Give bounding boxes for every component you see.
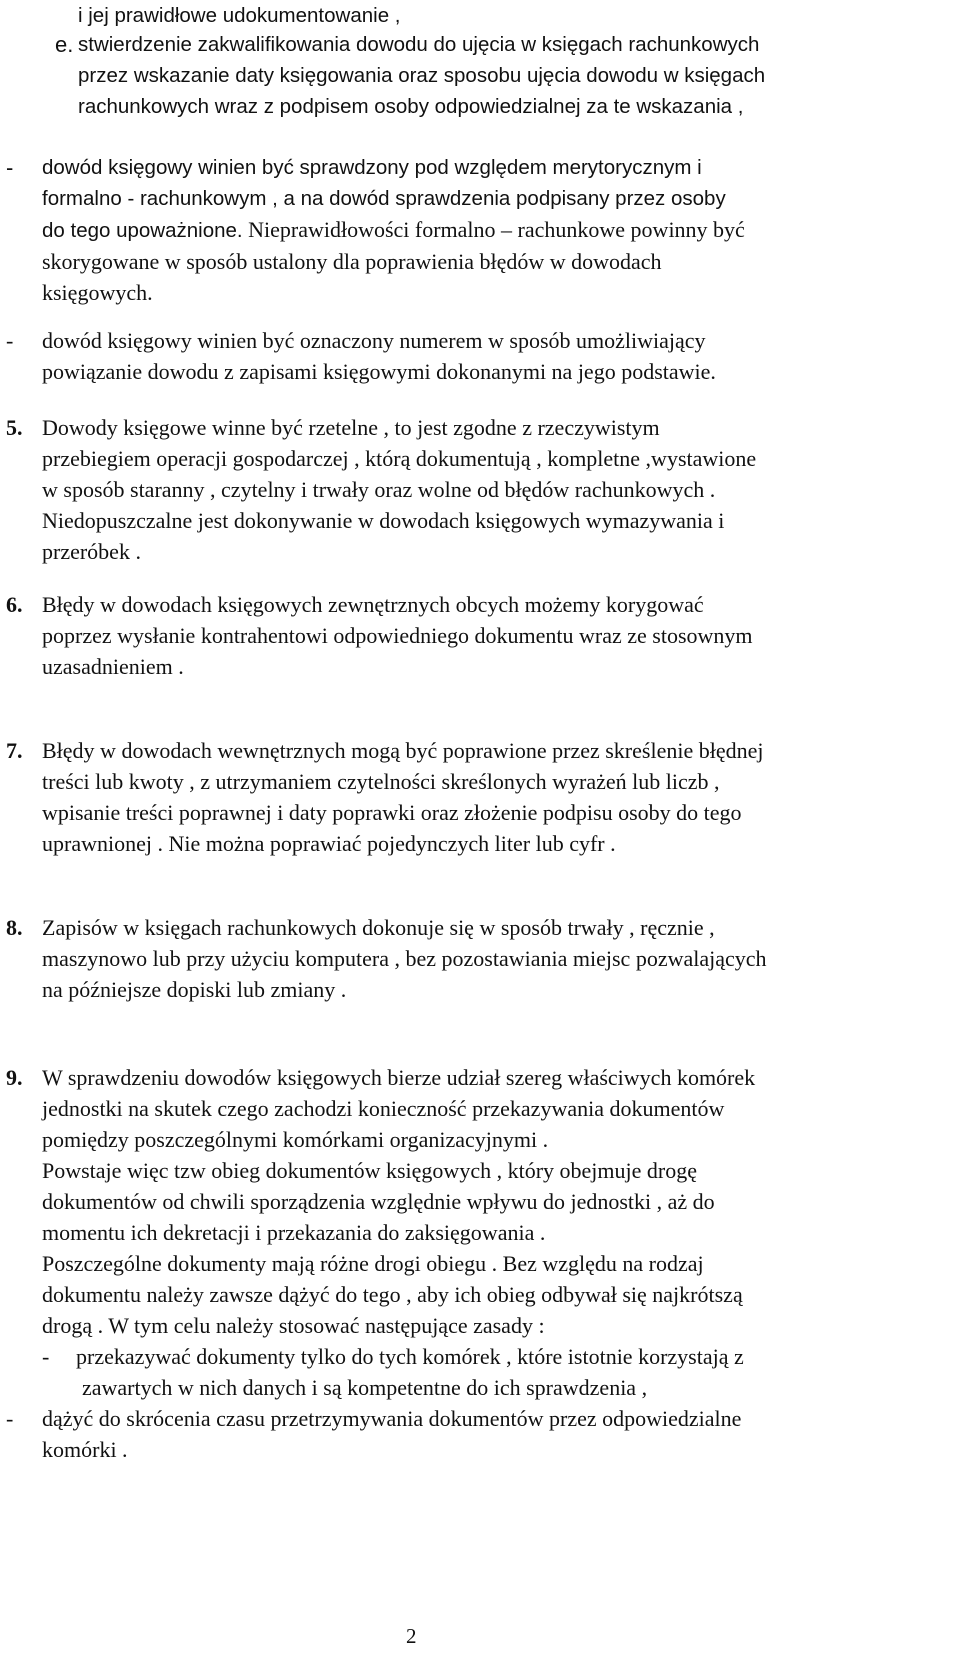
section-number-8: 8. xyxy=(6,915,23,940)
text-line: drogą . W tym celu należy stosować następujące zasady : xyxy=(42,1313,545,1338)
text-line: powiązanie dowodu z zapisami księgowymi dokonanymi na jego podstawie. xyxy=(42,359,716,384)
list-item-d-tail xyxy=(78,0,401,31)
text-line: do tego upoważnione. xyxy=(42,219,243,242)
section-6-text xyxy=(42,589,753,682)
text-line: Zapisów w księgach rachunkowych dokonuje się w sposób trwały , ręcznie , xyxy=(42,915,715,940)
text-line: dowód księgowy winien być sprawdzony pod względem merytorycznym i xyxy=(42,156,702,179)
text-line: dowód księgowy winien być oznaczony numerem w sposób umożliwiający xyxy=(42,328,706,353)
text-line: pomiędzy poszczególnymi komórkami organizacyjnymi . xyxy=(42,1127,549,1152)
text-line: maszynowo lub przy użyciu komputera , bez pozostawiania miejsc pozwalających xyxy=(42,946,767,971)
bullet-marker: - xyxy=(6,328,14,353)
section-number-5: 5. xyxy=(6,415,23,440)
section-number-6: 6. xyxy=(6,592,23,617)
bullet-marker: - xyxy=(6,155,14,180)
text-line: przebiegiem operacji gospodarczej , którą dokumentują , kompletne ,wystawione xyxy=(42,446,757,471)
text-line: zawartych w nich danych i są kompetentne do ich sprawdzenia , xyxy=(82,1375,648,1400)
text-line: jednostki na skutek czego zachodzi konieczność przekazywania dokumentów xyxy=(42,1096,725,1121)
text-line: formalno - rachunkowym , a na dowód sprawdzenia podpisany przez osoby xyxy=(42,187,726,210)
text-line: uprawnionej . Nie można poprawiać pojedynczych liter lub cyfr . xyxy=(42,831,616,856)
text-line: Niedopuszczalne jest dokonywanie w dowodach księgowych wymazywania i xyxy=(42,508,725,533)
text-line: uzasadnieniem . xyxy=(42,654,184,679)
text-line: treści lub kwoty , z utrzymaniem czytelności skreślonych wyrażeń lub liczb , xyxy=(42,769,720,794)
text-line: dążyć do skrócenia czasu przetrzymywania dokumentów przez odpowiedzialne xyxy=(42,1406,742,1431)
text-line: Nieprawidłowości formalno – rachunkowe powinny być xyxy=(242,217,745,242)
text-line: przez wskazanie daty księgowania oraz sposobu ujęcia dowodu w księgach xyxy=(78,64,766,87)
text-line: momentu ich dekretacji i przekazania do zaksięgowania . xyxy=(42,1220,546,1245)
list-item-e xyxy=(78,29,765,122)
text-line: Poszczególne dokumenty mają różne drogi obiegu . Bez względu na rodzaj xyxy=(42,1251,704,1276)
rule-marker: - xyxy=(42,1344,50,1369)
text-line: Dowody księgowe winne być rzetelne , to jest zgodne z rzeczywistym xyxy=(42,415,660,440)
rule-item-2 xyxy=(42,1403,741,1465)
section-5-text xyxy=(42,412,756,567)
text-line: na późniejsze dopiski lub zmiany . xyxy=(42,977,347,1002)
section-7-text xyxy=(42,735,763,859)
text-line: dokumentu należy zawsze dążyć do tego , aby ich obieg odbywał się najkrótszą xyxy=(42,1282,743,1307)
text-line: Błędy w dowodach księgowych zewnętrznych obcych możemy korygować xyxy=(42,592,704,617)
text-line: i jej prawidłowe udokumentowanie , xyxy=(78,4,401,27)
text-line: poprzez wysłanie kontrahentowi odpowiedniego dokumentu wraz ze stosownym xyxy=(42,623,753,648)
rule-marker: - xyxy=(6,1406,14,1431)
section-9-text xyxy=(42,1062,755,1341)
section-number-7: 7. xyxy=(6,738,23,763)
page-number: 2 xyxy=(406,1624,417,1648)
text-line: Powstaje więc tzw obieg dokumentów księgowych , który obejmuje drogę xyxy=(42,1158,697,1183)
text-line: komórki . xyxy=(42,1437,128,1462)
rule-item-1 xyxy=(76,1341,744,1403)
text-line: W sprawdzeniu dowodów księgowych bierze udział szereg właściwych komórek xyxy=(42,1065,756,1090)
text-line: stwierdzenie zakwalifikowania dowodu do ujęcia w księgach rachunkowych xyxy=(78,33,760,56)
text-line: wpisanie treści poprawnej i daty poprawki oraz złożenie podpisu osoby do tego xyxy=(42,800,742,825)
text-line: przekazywać dokumenty tylko do tych komórek , które istotnie korzystają z xyxy=(76,1344,744,1369)
text-line: przeróbek . xyxy=(42,539,141,564)
text-line: Błędy w dowodach wewnętrznych mogą być poprawione przez skreślenie błędnej xyxy=(42,738,764,763)
text-line: księgowych. xyxy=(42,280,153,305)
bullet-paragraph-2 xyxy=(42,325,716,387)
section-8-text xyxy=(42,912,767,1005)
text-line: rachunkowych wraz z podpisem osoby odpowiedzialnej za te wskazania , xyxy=(78,95,744,118)
bullet-paragraph-1 xyxy=(42,152,745,308)
text-line: w sposób staranny , czytelny i trwały oraz wolne od błędów rachunkowych . xyxy=(42,477,716,502)
text-line: skorygowane w sposób ustalony dla poprawienia błędów w dowodach xyxy=(42,249,662,274)
section-number-9: 9. xyxy=(6,1065,23,1090)
text-line: dokumentów od chwili sporządzenia względnie wpływu do jednostki , aż do xyxy=(42,1189,715,1214)
list-marker-e: e. xyxy=(55,32,74,57)
